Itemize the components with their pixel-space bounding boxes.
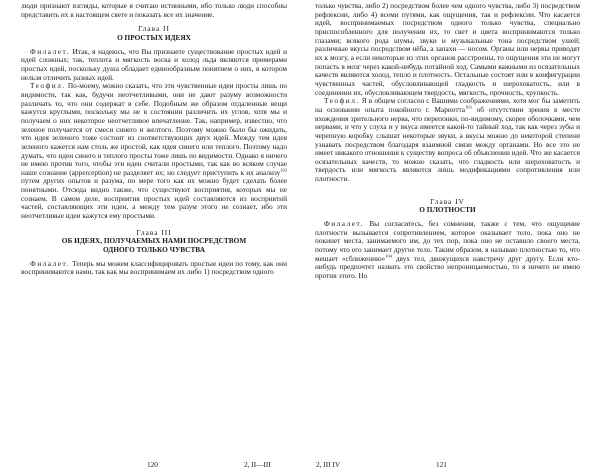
continued-paragraph: только чувства, либо 2) посредством более чем одного чувства, либо 3) посредством рефлексии, либо 4) всеми путями, как ощущения, так и рефлексии. Что касается идей, воспринимаемых посредством одного только чувства, специально приспособленного для получения их, то свет и цвета воспринимаются только глазами; всякого рода шумы, звуки и музыкальные тона посредством ушей; различные вкусы посредством нёба, а запахи — носом. Органы или нервы приводят их к мозгу, а если некоторые из этих органов расстроены, то ощущения эти не могут попасть в мозг через какой-нибудь потайной ход. Самыми важными из осязательных качеств являются холод, тепло и плотность. Остальные состоят или в конфигурации чувственных частей, обусловливающей гладкость и шероховатость, или в соединении их, обусловливающем твердость, мягкость, прочность, хрупкость. (315, 1, 580, 97)
chapter-2-title: О ПРОСТЫХ ИДЕЯХ (117, 32, 191, 42)
chapter-3-title-line-1: ОБ ИДЕЯХ, ПОЛУЧАЕМЫХ НАМИ ПОСРЕДСТВОМ (61, 236, 247, 246)
chapter-2-label: Глава II (138, 24, 170, 34)
speaker-philalethes: Филалет. (324, 219, 364, 229)
chapter-3-paragraph-1 (21, 260, 287, 277)
paragraph-text: Итак, я надеюсь, что Вы признаете существование простых идей и идей сложных; так, теплота и мягкость воска и холод льда являются примерами простых идей, поскольку душа обладает единообразным понятием о них, в котором нельзя отличить разных идей. (21, 46, 287, 82)
chapter-2-paragraph-1 (21, 48, 287, 83)
paragraph-text-rest: об отсутствии зрения в месте вхождения зрительного нерва, что перепонки, по-видимому, скорее оболочками, чем нервами, и что у слуха и у вкуса имеется какой-то тайный ход, так как через зубы и черепную коробку слышат некоторые звуки, а вкусы можно до некоторой степени узнавать посредством благодаря взаимной связи между органами. Но все это не имеет никакого отношения к существу вопроса об объяснении идей. Что же касается осязательных качеств, то можно сказать, что гладкость или шероховатость и твердость или мягкость являются лишь модификациями сопротивления или плотности. (315, 104, 580, 184)
intro-paragraph: люди признают взгляды, которые я считаю истинными, ибо только люди способны представить их в настоящем свете и показать все их значение. (21, 1, 287, 19)
paragraph-text: Вы согласитесь, без сомнения, также с тем, что ощущение плотности вызывается сопротивлением, которое оказывает тело, пока оно не покинет места, занимаемого им, до тех пор, пока оно не оставило своего места, потому что его занимает другое тело. Таким образом, я называю плотностью то, что мешает «сближению» (315, 219, 580, 263)
paragraph-text: Я в общем согласен с Вашими соображениями, хотя мог бы заметить на основании опыта покойного г. Мариотта (315, 96, 580, 114)
chapter-3-title-line-2: ОДНОГО ТОЛЬКО ЧУВСТВА (103, 245, 205, 255)
right-page (315, 2, 580, 281)
right-page-signature: 2, III IV (316, 460, 341, 469)
left-page (21, 2, 287, 277)
left-page-signature: 2, II—III (244, 460, 271, 469)
paragraph-text-rest: двух тел, движущихся навстречу друг другу. Если кто-нибудь предпочтет назвать это свойство непроницаемостью, то я ничего не имею против этого. Но (315, 253, 580, 281)
footnote-marker-104: 104 (385, 253, 392, 259)
footnote-marker-102: 102 (280, 167, 287, 173)
paragraph-text: По-моему, можно сказать, что эти чувственные идеи просты лишь по видимости, так как, будучи неотчетливыми, они не дают разуму возможности различать то, что они содержат в себе. Подобным же образом отдаленные вещи кажутся круглыми, поскольку мы не в состоянии различить их углов, хотя мы и получаем о них некоторое неотчетливое впечатление. Так, например, известно, что зеленое получается от смеси синего и желтого. Поэтому можно было бы ожидать, что идея зеленого тоже состоит из соответствующих двух идей. Между тем идея зеленого кажется нам столь же простой, как идея синего или теплого. Поэтому надо думать, что идеи синего и теплого просты тоже лишь по видимости. Однако я ничего не имею против того, чтобы эти идеи считали простыми, так как во всяком случае наше сознание (apperception) не разделяет их; но следует приступить к их анализу (21, 81, 287, 177)
left-page-number: 120 (147, 460, 158, 469)
chapter-4-label: Глава IV (430, 196, 465, 206)
speaker-philalethes: Филалет. (30, 46, 70, 56)
footnote-marker-103: 103 (465, 104, 472, 110)
speaker-theophilus: Теофил. (30, 81, 66, 91)
theophilus-paragraph (315, 97, 580, 184)
speaker-philalethes: Филалет. (30, 258, 70, 268)
chapter-3-label: Глава III (136, 227, 172, 237)
chapter-4-title: О ПЛОТНОСТИ (419, 205, 476, 215)
paragraph-text-rest: путем других опытов и разума, по мере того как их можно будет сделать более понятными. Отсюда видно также, что существуют восприятия, которых мы не сознаем. В самом деле, восприятия простых идей составляются из восприятий частей, составляющих эти идеи, а между тем разум этого не сознает, ибо эти неотчетливые идеи кажутся ему простыми. (21, 176, 287, 221)
speaker-theophilus: Теофил. (324, 96, 360, 106)
paragraph-text: Теперь мы можем классифицировать простые идеи по тому, как они воспринимаются нами, так как мы воспринимаем их либо 1) посредством одного (21, 258, 287, 277)
right-page-number: 121 (436, 460, 447, 469)
chapter-4-paragraph-1 (315, 220, 580, 281)
chapter-2-paragraph-2 (21, 82, 287, 221)
